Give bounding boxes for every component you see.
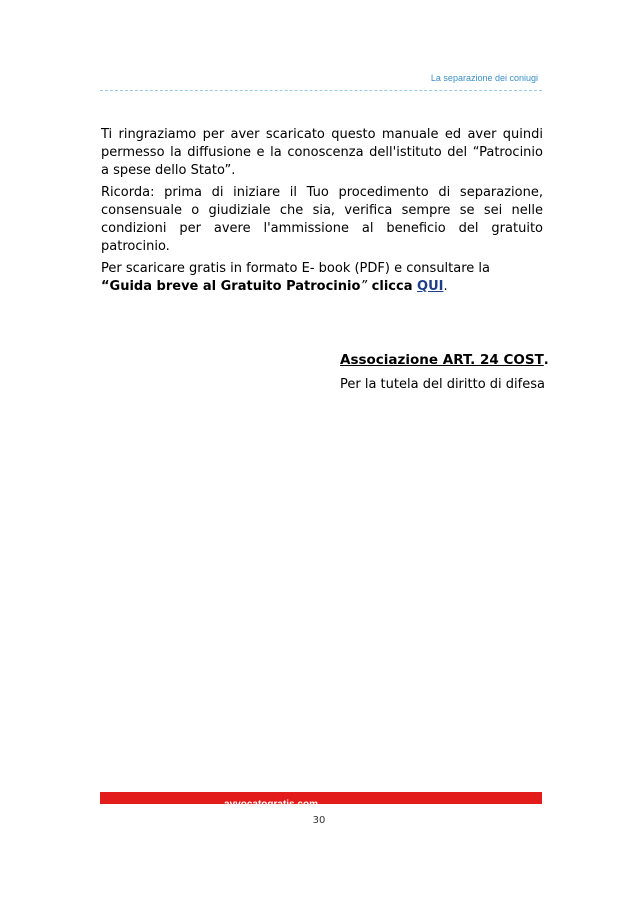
header-divider — [100, 90, 542, 91]
thank-you-paragraph: Ti ringraziamo per aver scaricato questo manuale ed aver quindi permesso la diffusione e la conoscenza dell'istituto del “Patrocinio a spese dello Stato”. — [101, 127, 543, 178]
association-name: Associazione ART. 24 COST — [340, 352, 544, 368]
main-content — [101, 126, 543, 300]
association-name-line — [340, 351, 550, 370]
download-end: . — [443, 279, 448, 294]
running-header-title: La separazione dei coniugi — [430, 73, 538, 83]
click-text: clicca — [367, 279, 418, 294]
guide-title: Guida breve al Gratuito Patrocinio — [109, 279, 361, 294]
download-paragraph — [101, 260, 543, 296]
quote-open: “ — [101, 279, 110, 294]
download-intro-text: Per scaricare gratis in formato E- book (PDF) e consultare la — [101, 261, 491, 276]
association-tagline: Per la tutela del diritto di difesa — [340, 377, 545, 392]
quote-close: ” — [360, 279, 368, 294]
reminder-paragraph: Ricorda: prima di iniziare il Tuo procedimento di separazione, consensuale o giudiziale che sia, verifica sempre se sei nelle condizioni per avere l'ammissione al beneficio del gratuito patrocinio. — [101, 185, 543, 254]
download-link[interactable]: QUI — [417, 279, 444, 294]
footer-bar — [100, 792, 542, 810]
footer-website-link[interactable]: avvocatogratis.com — [224, 799, 318, 810]
page-number: 30 — [312, 815, 326, 826]
association-signature — [340, 351, 550, 394]
association-name-end: . — [543, 353, 549, 368]
